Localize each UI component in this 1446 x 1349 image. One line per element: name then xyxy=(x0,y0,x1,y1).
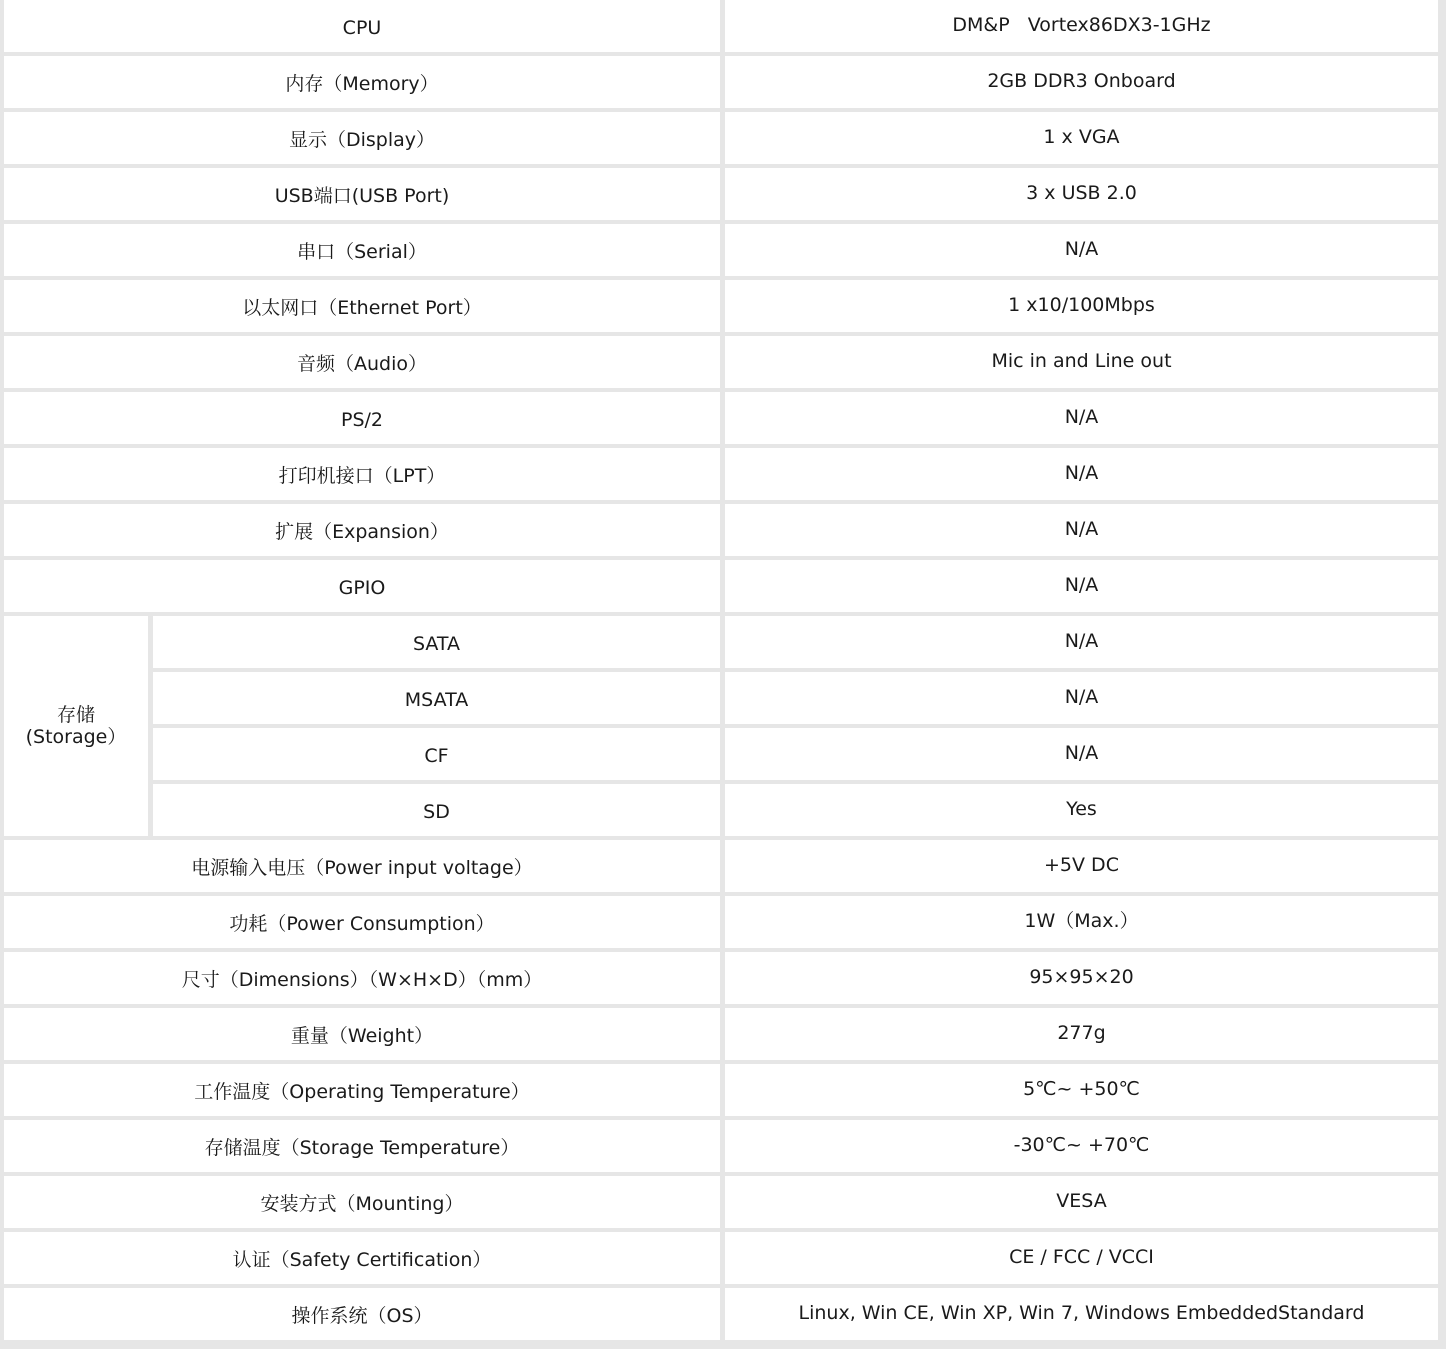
spec-label: 串口（Serial） xyxy=(4,224,720,276)
spec-label: GPIO xyxy=(4,560,720,612)
spec-label: 尺寸（Dimensions）（W×H×D）（mm） xyxy=(4,952,720,1004)
storage-group-label xyxy=(4,616,148,836)
storage-label-cn: 存储 xyxy=(56,704,95,726)
storage-sub-label: SD xyxy=(153,784,720,836)
spec-value: N/A xyxy=(725,448,1438,500)
spec-label: 操作系统（OS） xyxy=(4,1288,720,1340)
spec-label: 工作温度（Operating Temperature） xyxy=(4,1064,720,1116)
spec-value: N/A xyxy=(725,560,1438,612)
spec-value: Linux, Win CE, Win XP, Win 7, Windows EmbeddedStandard xyxy=(725,1288,1438,1340)
storage-sub-value: Yes xyxy=(725,784,1438,836)
spec-label: 显示（Display） xyxy=(4,112,720,164)
spec-label: 认证（Safety Certification） xyxy=(4,1232,720,1284)
spec-value: 5℃~ +50℃ xyxy=(725,1064,1438,1116)
spec-label: 电源输入电压（Power input voltage） xyxy=(4,840,720,892)
spec-label: 以太网口（Ethernet Port） xyxy=(4,280,720,332)
spec-label: 安装方式（Mounting） xyxy=(4,1176,720,1228)
spec-label: USB端口(USB Port) xyxy=(4,168,720,220)
storage-sub-value: N/A xyxy=(725,672,1438,724)
storage-label-en: (Storage） xyxy=(25,726,127,748)
spec-label: 内存（Memory） xyxy=(4,56,720,108)
spec-label: 音频（Audio） xyxy=(4,336,720,388)
spec-value: 1 x VGA xyxy=(725,112,1438,164)
storage-sub-label: CF xyxy=(153,728,720,780)
spec-value: Mic in and Line out xyxy=(725,336,1438,388)
spec-value: N/A xyxy=(725,392,1438,444)
spec-value: N/A xyxy=(725,224,1438,276)
spec-value: 3 x USB 2.0 xyxy=(725,168,1438,220)
spec-label: PS/2 xyxy=(4,392,720,444)
spec-value: +5V DC xyxy=(725,840,1438,892)
storage-sub-label: MSATA xyxy=(153,672,720,724)
spec-value: VESA xyxy=(725,1176,1438,1228)
spec-value: 277g xyxy=(725,1008,1438,1060)
spec-label: 存储温度（Storage Temperature） xyxy=(4,1120,720,1172)
spec-label: 重量（Weight） xyxy=(4,1008,720,1060)
spec-label: 功耗（Power Consumption） xyxy=(4,896,720,948)
spec-value: 95×95×20 xyxy=(725,952,1438,1004)
storage-sub-value: N/A xyxy=(725,728,1438,780)
spec-value: -30℃~ +70℃ xyxy=(725,1120,1438,1172)
spec-value: 2GB DDR3 Onboard xyxy=(725,56,1438,108)
storage-sub-label: SATA xyxy=(153,616,720,668)
spec-value: CE / FCC / VCCI xyxy=(725,1232,1438,1284)
spec-value: 1W（Max.） xyxy=(725,896,1438,948)
storage-sub-value: N/A xyxy=(725,616,1438,668)
spec-value: 1 x10/100Mbps xyxy=(725,280,1438,332)
spec-label: 打印机接口（LPT） xyxy=(4,448,720,500)
spec-label: 扩展（Expansion） xyxy=(4,504,720,556)
spec-value: DM&P Vortex86DX3-1GHz xyxy=(725,0,1438,52)
spec-value: N/A xyxy=(725,504,1438,556)
spec-label: CPU xyxy=(4,0,720,52)
